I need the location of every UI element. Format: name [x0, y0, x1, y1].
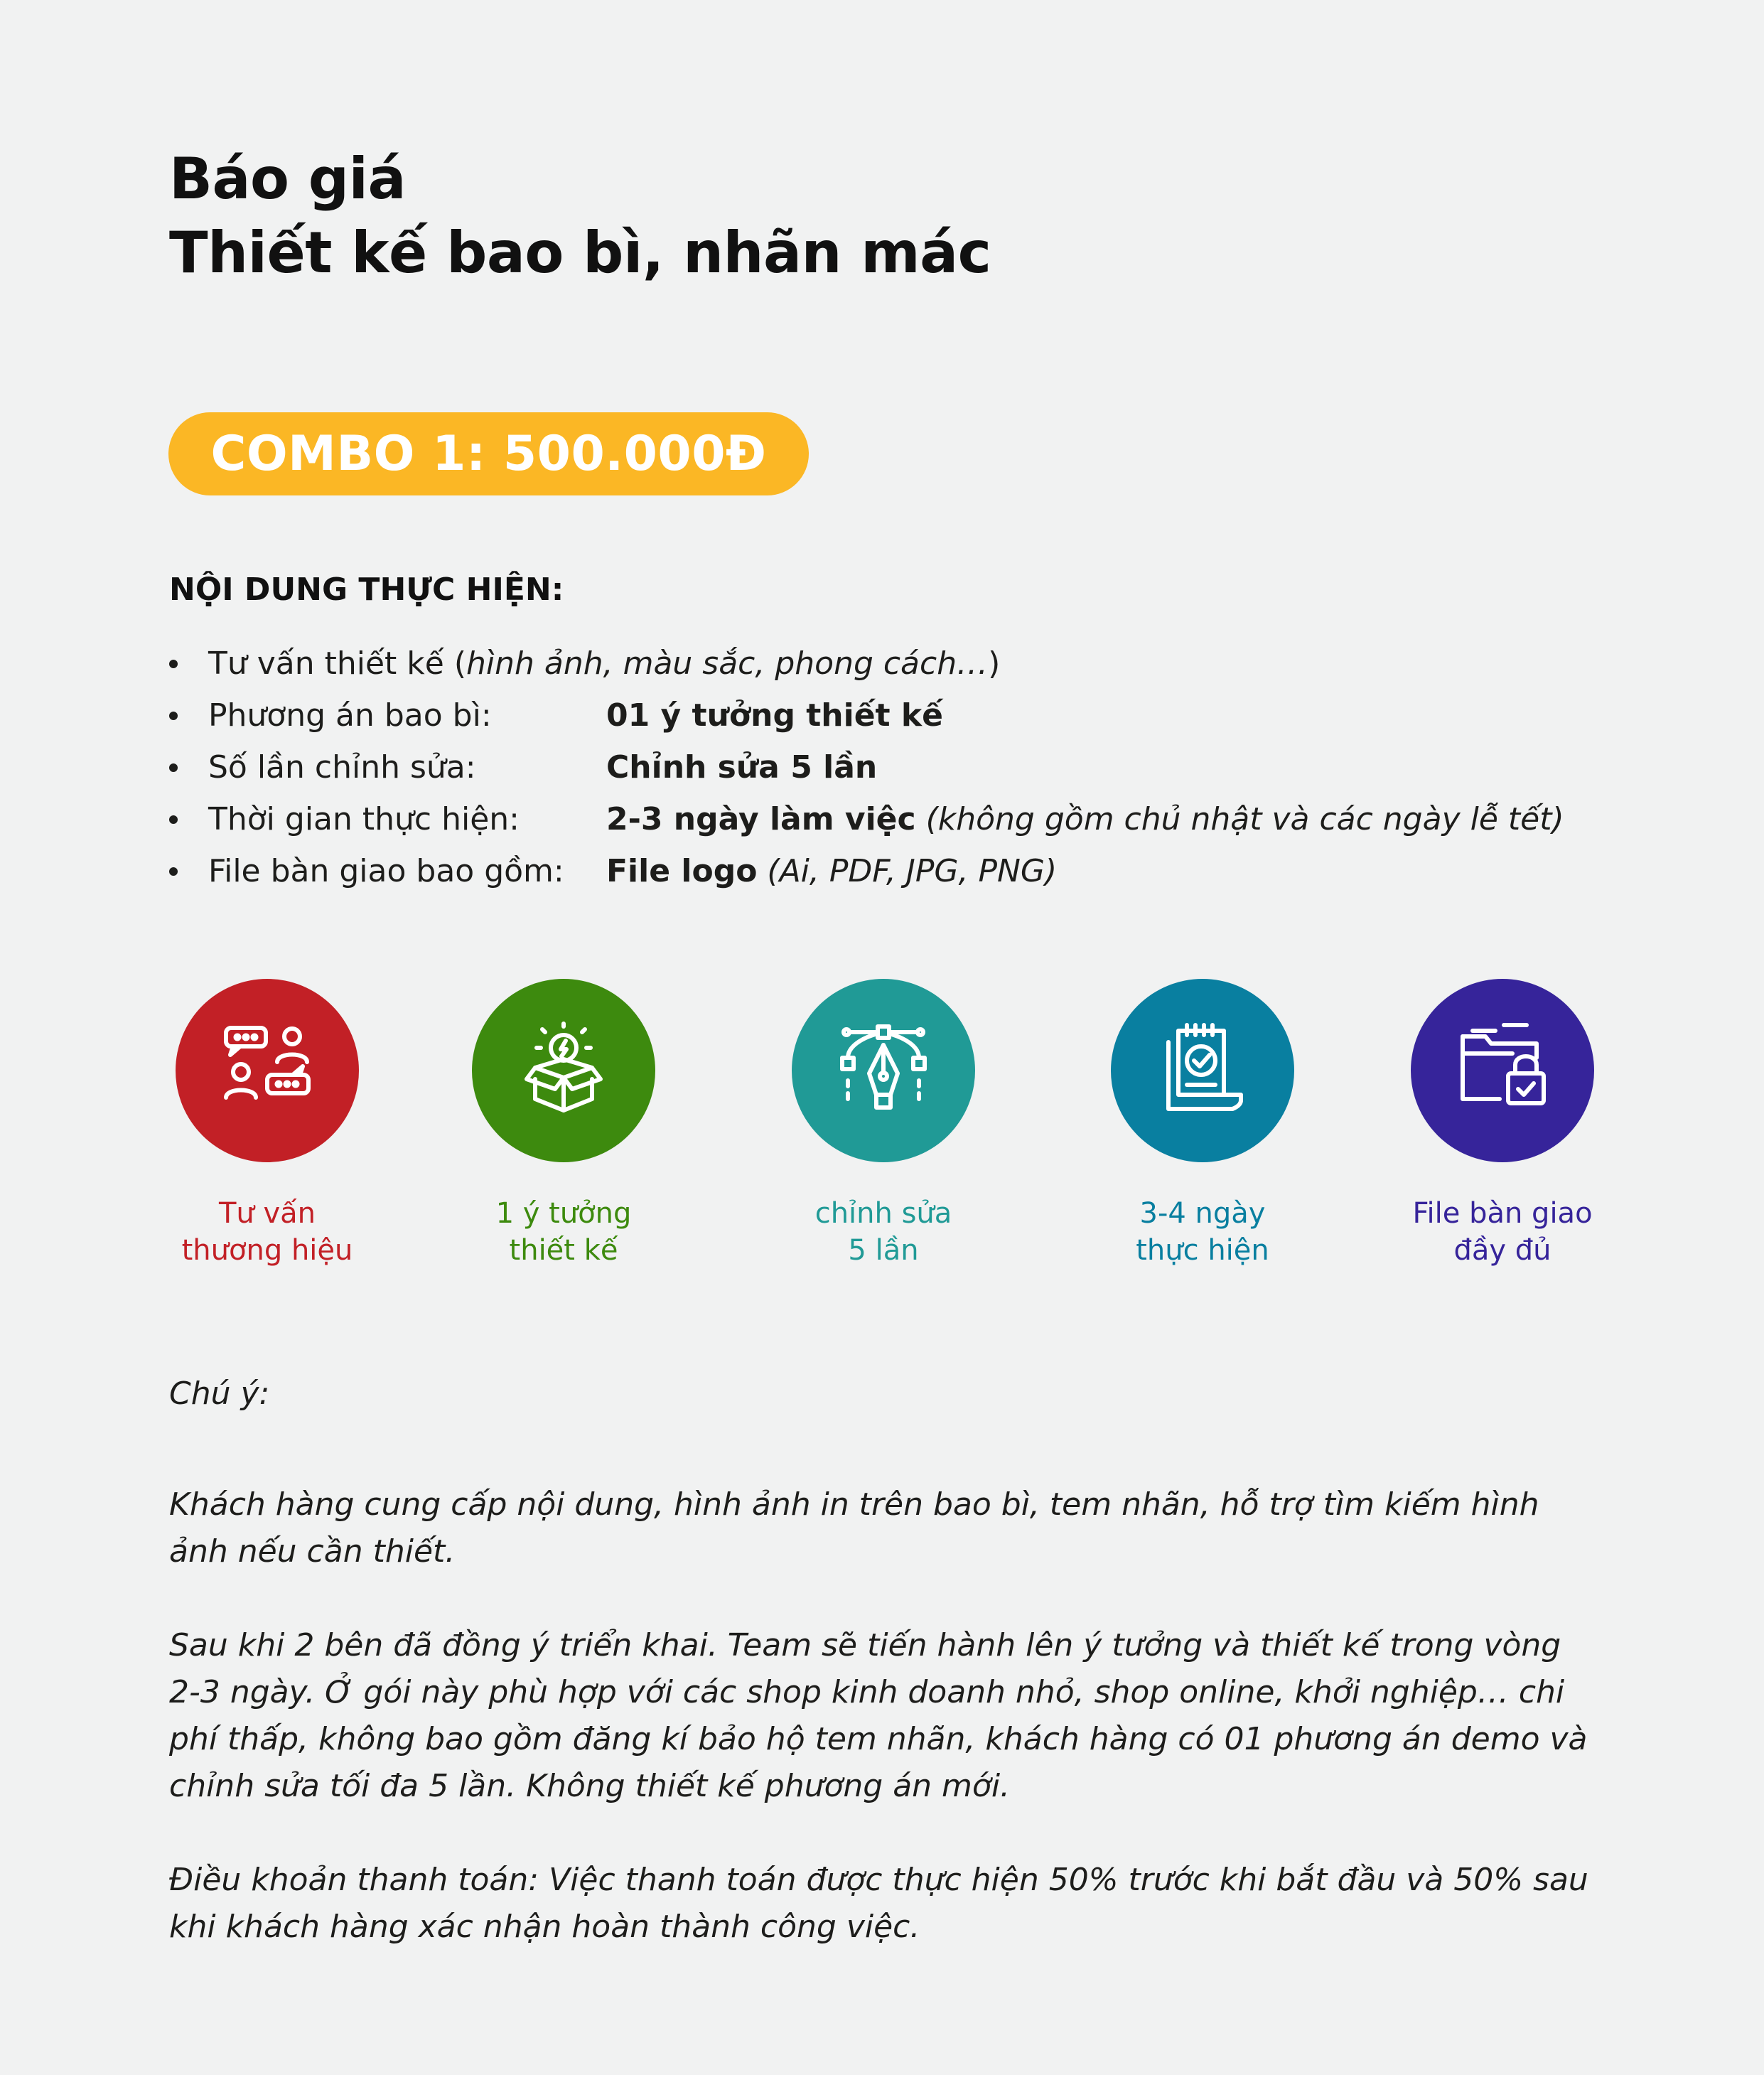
- feature-caption: File bàn giao đầy đủ: [1412, 1197, 1593, 1267]
- title-line-2: Thiết kế bao bì, nhãn mác: [169, 220, 991, 286]
- feature-consulting: [118, 979, 416, 1269]
- feature-circle: [1411, 979, 1594, 1162]
- feature-idea: [414, 979, 713, 1269]
- feature-caption: 1 ý tưởng thiết kế: [495, 1197, 632, 1267]
- feature-caption: chỉnh sửa 5 lần: [814, 1197, 952, 1267]
- idea-box-icon: [514, 1021, 613, 1120]
- checklist-icon: [1153, 1021, 1252, 1120]
- feature-circle: [176, 979, 359, 1162]
- item-value: 2-3 ngày làm việc (không gồm chủ nhật và các ngày lễ tết): [606, 801, 1564, 837]
- content-heading: NỘI DUNG THỰC HIỆN:: [169, 572, 564, 608]
- feature-time: [1053, 979, 1352, 1269]
- item-value: File logo (Ai, PDF, JPG, PNG): [606, 853, 1058, 889]
- notes-paragraph-1: Khách hàng cung cấp nội dung, hình ảnh in trên bao bì, tem nhãn, hỗ trợ tìm kiếm hình ảnh nếu cần thiết.: [169, 1486, 1539, 1570]
- page-title: [169, 142, 991, 290]
- bullet-icon: [169, 712, 178, 720]
- title-line-1: Báo giá: [169, 146, 406, 212]
- feature-caption: 3-4 ngày thực hiện: [1136, 1197, 1269, 1267]
- item-label: Tư vấn thiết kế (hình ảnh, màu sắc, phong cách…): [208, 645, 1001, 682]
- notes-section: [169, 1371, 1598, 1951]
- bullet-icon: [169, 660, 178, 668]
- feature-circle: [472, 979, 655, 1162]
- item-label: File bàn giao bao gồm:: [208, 853, 564, 889]
- item-label: Thời gian thực hiện:: [208, 801, 520, 837]
- notes-heading: Chú ý:: [169, 1376, 270, 1412]
- bullet-icon: [169, 815, 178, 824]
- notes-paragraph-2: Sau khi 2 bên đã đồng ý triển khai. Team sẽ tiến hành lên ý tưởng và thiết kế trong vòng 2-3 ngày. Ở gói này phù hợp với các shop kinh doanh nhỏ, shop online, khởi nghiệp… chi phí thấp, không bao gồm đăng kí bảo hộ tem nhãn, khách hàng có 01 phương án demo và chỉnh sửa tối đa 5 lần. Không thiết kế phương án mới.: [169, 1627, 1588, 1804]
- bullet-icon: [169, 867, 178, 876]
- item-label: Số lần chỉnh sửa:: [208, 749, 476, 786]
- feature-circle: [1111, 979, 1294, 1162]
- locked-folder-icon: [1453, 1021, 1552, 1120]
- item-label: Phương án bao bì:: [208, 697, 492, 734]
- feature-files: [1353, 979, 1652, 1269]
- feature-caption: Tư vấn thương hiệu: [181, 1197, 353, 1267]
- notes-paragraph-3: Điều khoản thanh toán: Việc thanh toán được thực hiện 50% trước khi bắt đầu và 50% sau khi khách hàng xác nhận hoàn thành công việc.: [169, 1862, 1588, 1945]
- feature-circle: [792, 979, 975, 1162]
- pen-tool-icon: [834, 1021, 933, 1120]
- bullet-icon: [169, 763, 178, 772]
- price-badge: COMBO 1: 500.000Đ: [168, 412, 809, 495]
- feature-revisions: [734, 979, 1033, 1269]
- consulting-icon: [217, 1021, 317, 1120]
- item-value: Chỉnh sửa 5 lần: [606, 749, 878, 786]
- item-value: 01 ý tưởng thiết kế: [606, 697, 944, 734]
